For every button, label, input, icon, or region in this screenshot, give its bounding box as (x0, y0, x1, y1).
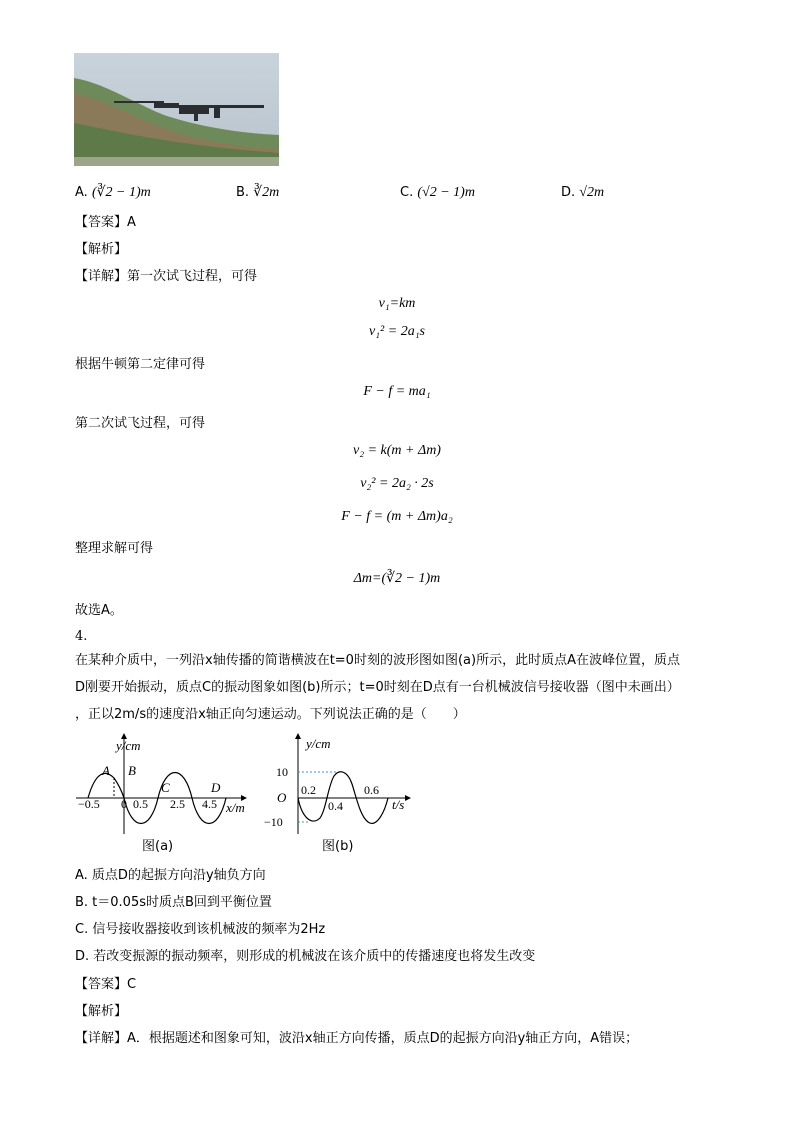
q3-analysis-label: 【解析】 (75, 242, 128, 257)
xtick-02: 0.2 (301, 783, 316, 797)
origin-label: O (277, 790, 287, 805)
point-a: A (102, 763, 110, 778)
ytick-10: 10 (276, 765, 288, 779)
caption-b: 图(b) (322, 839, 354, 854)
q4-number: 4. (75, 629, 88, 644)
q4-stem-line3: ，正以2m/s的速度沿x轴正向匀速运动。下列说法正确的是（ ） (75, 707, 466, 722)
q4-option-b: B. t＝0.05s时质点B回到平衡位置 (75, 895, 272, 910)
tick-05: 0.5 (133, 797, 148, 811)
caption-a: 图(a) (142, 839, 174, 854)
second-flight-text: 第二次试飞过程，可得 (75, 416, 206, 431)
figure-a-wave (74, 730, 254, 858)
point-c: C (161, 780, 170, 795)
q4-analysis-label: 【解析】 (75, 1004, 128, 1019)
q3-option-a (75, 184, 151, 202)
newton-text: 根据牛顿第二定律可得 (75, 357, 206, 372)
equation-5: v₂² = 2a₂ · 2s (360, 476, 434, 491)
option-text: ∛2m (253, 185, 280, 200)
point-b: B (128, 763, 136, 778)
equation-7: Δm=(∛2 − 1)m (353, 571, 441, 586)
option-letter: D. (561, 185, 576, 200)
equation-3: F − f = ma₁ (363, 384, 431, 399)
q3-choose: 故选A。 (75, 603, 123, 618)
tick-0: 0 (121, 797, 127, 811)
q4-option-a: A. 质点D的起振方向沿y轴负方向 (75, 868, 266, 883)
option-letter: A. (75, 185, 88, 200)
solve-text: 整理求解可得 (75, 541, 154, 556)
q3-option-d (561, 184, 604, 202)
equation-2: v₁² = 2a₁s (368, 324, 426, 339)
tick-45: 4.5 (202, 797, 217, 811)
aircraft-photo (74, 53, 279, 166)
q4-detail: 【详解】A．根据题述和图象可知，波沿x轴正方向传播，质点D的起振方向沿y轴正方向，A错误； (75, 1031, 639, 1046)
ytick-neg10: −10 (264, 815, 283, 829)
tick-25: 2.5 (170, 797, 185, 811)
q3-detail-intro: 【详解】第一次试飞过程，可得 (75, 269, 258, 284)
q4-option-c: C. 信号接收器接收到该机械波的频率为2Hz (75, 922, 326, 937)
xtick-06: 0.6 (364, 783, 379, 797)
option-letter: B. (236, 185, 250, 200)
q4-stem-line1: 在某种介质中，一列沿x轴传播的简谐横波在t=0时刻的波形图如图(a)所示，此时质点A在波峰位置，质点 (75, 653, 680, 668)
point-d: D (211, 780, 221, 795)
option-text: (√2 − 1)m (417, 185, 475, 200)
option-text: √2m (579, 185, 605, 200)
xlabel: x/m (226, 800, 245, 815)
tick-neg05: −0.5 (78, 797, 100, 811)
q4-stem-line2: D刚要开始振动，质点C的振动图象如图(b)所示；t=0时刻在D点有一台机械波信号接收器（图中未画出） (75, 680, 680, 695)
xlabel: t/s (392, 797, 405, 812)
q3-answer: 【答案】A (75, 215, 136, 230)
equation-6: F − f = (m + Δm)a₂ (341, 509, 453, 524)
q3-option-c (400, 184, 475, 202)
equation-4: v₂ = k(m + Δm) (353, 443, 441, 458)
figure-b-vibration (260, 730, 420, 858)
option-letter: C. (400, 185, 414, 200)
xtick-04: 0.4 (328, 799, 343, 813)
q4-answer: 【答案】C (75, 977, 137, 992)
ylabel: y/cm (306, 736, 331, 751)
q3-option-b (236, 184, 279, 202)
option-text: (∛2 − 1)m (91, 185, 151, 200)
q4-option-d: D. 若改变振源的振动频率，则形成的机械波在该介质中的传播速度也将发生改变 (75, 949, 536, 964)
ylabel: y/cm (116, 738, 141, 753)
equation-1: v₁=km (378, 296, 416, 311)
